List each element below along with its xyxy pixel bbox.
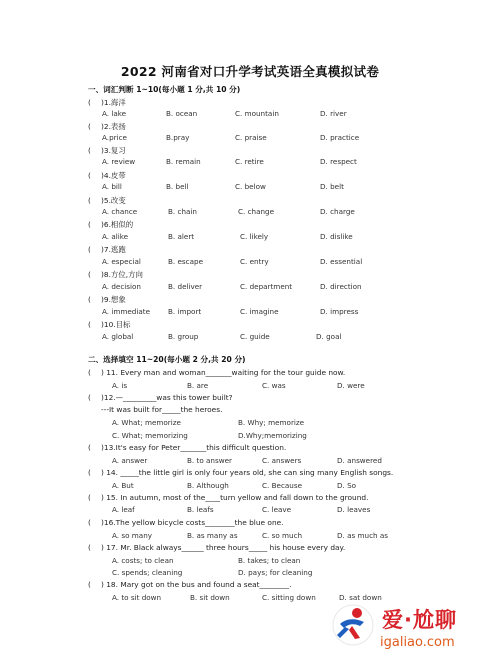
q3-option-d: D. respect <box>320 157 357 166</box>
q1-option-d: D. river <box>320 109 347 118</box>
q16-option-b: B. as many as <box>187 531 238 540</box>
q18-option-a: A. to sit down <box>112 593 162 602</box>
q15-option-a: A. leaf <box>112 505 135 514</box>
question-9: ( )9.想象 <box>88 295 126 304</box>
q11-option-d: D. were <box>337 381 365 390</box>
q2-option-a: A.price <box>102 133 127 142</box>
q7-option-b: B. escape <box>168 257 204 266</box>
question-11: ( ) 11. Every man and woman_______waiting for the tour guide now. <box>88 368 346 377</box>
q2-option-d: D. practice <box>320 133 360 142</box>
q15-option-d: D. leaves <box>337 505 371 514</box>
q11-option-a: A. is <box>112 381 128 390</box>
q18-option-b: B. sit down <box>190 593 230 602</box>
q5-option-a: A. chance <box>102 207 138 216</box>
q7-option-d: D. essential <box>320 257 363 266</box>
q9-option-c: C. imagine <box>240 307 279 316</box>
q4-option-a: A. bill <box>102 182 122 191</box>
q6-option-b: B. alert <box>168 232 195 241</box>
watermark-text: 爱·尬聊 <box>382 608 457 632</box>
q5-option-c: C. change <box>238 207 275 216</box>
q17-option-a: A. costs; to clean <box>112 556 174 565</box>
q9-option-b: B. import <box>168 307 202 316</box>
page-title: 2022 河南省对口升学考试英语全真模拟试卷 <box>120 64 380 79</box>
q6-option-d: D. dislike <box>320 232 353 241</box>
q9-option-d: D. impress <box>320 307 359 316</box>
q12-option-d: D.Why;memorizing <box>238 431 307 440</box>
q4-option-d: D. belt <box>320 182 344 191</box>
q11-option-b: B. are <box>187 381 209 390</box>
watermark <box>330 600 495 660</box>
question-12: ( )12.—_________was this tower built? <box>88 393 233 402</box>
q5-option-d: D. charge <box>320 207 355 216</box>
q1-option-a: A. lake <box>102 109 127 118</box>
q8-option-c: C. department <box>240 282 293 291</box>
q17-option-c: C. spends; cleaning <box>112 568 183 577</box>
q13-option-c: C. answers <box>262 456 302 465</box>
q3-option-b: B. remain <box>166 157 201 166</box>
q4-option-c: C. below <box>235 182 266 191</box>
q8-option-d: D. direction <box>320 282 362 291</box>
q2-option-b: B.pray <box>166 133 190 142</box>
question-2: ( )2.表扬 <box>88 122 126 131</box>
q14-option-b: B. Although <box>187 481 229 490</box>
q16-option-a: A. so many <box>112 531 153 540</box>
q10-option-d: D. goal <box>316 332 342 341</box>
question-5: ( )5.改变 <box>88 196 126 205</box>
section-1-heading: 一、词汇判断 1~10(每小题 1 分,共 10 分) <box>88 85 241 94</box>
question-8: ( )8.方位,方向 <box>88 270 143 279</box>
q10-option-b: B. group <box>168 332 199 341</box>
q9-option-a: A. immediate <box>102 307 150 316</box>
q4-option-b: B. bell <box>166 182 189 191</box>
q14-option-c: C. Because <box>262 481 303 490</box>
q11-option-c: C. was <box>262 381 286 390</box>
q10-option-c: C. guide <box>240 332 270 341</box>
q12-option-c: C. What; memorizing <box>112 431 188 440</box>
section-2-heading: 二、选择填空 11~20(每小题 2 分,共 20 分) <box>88 355 246 364</box>
q14-option-d: D. So <box>337 481 357 490</box>
q1-option-b: B. ocean <box>166 109 198 118</box>
q6-option-c: C. likely <box>240 232 269 241</box>
q8-option-a: A. decision <box>102 282 141 291</box>
question-17: ( ) 17. Mr. Black always______ three hours_____ his house every day. <box>88 543 346 552</box>
question-7: ( )7.逃跑 <box>88 245 126 254</box>
q13-option-d: D. answered <box>337 456 382 465</box>
q13-option-a: A. answer <box>112 456 148 465</box>
question-1: ( )1.海洋 <box>88 98 126 107</box>
question-16: ( )16.The yellow bicycle costs________the blue one. <box>88 518 284 527</box>
q7-option-a: A. especial <box>102 257 141 266</box>
q3-option-a: A. review <box>102 157 136 166</box>
question-10: ( )10.目标 <box>88 320 131 329</box>
q5-option-b: B. chain <box>168 207 197 216</box>
watermark-url: igaliao.com <box>380 635 455 650</box>
q17-option-d: D. pays; for cleaning <box>238 568 313 577</box>
q10-option-a: A. global <box>102 332 134 341</box>
question-13: ( )13.It's easy for Peter_______this difficult question. <box>88 443 287 452</box>
q14-option-a: A. But <box>112 481 134 490</box>
q12-option-a: A. What; memorize <box>112 418 181 427</box>
question-15: ( ) 15. In autumn, most of the____turn yellow and fall down to the ground. <box>88 493 369 502</box>
q1-option-c: C. mountain <box>235 109 279 118</box>
question-3: ( )3.复习 <box>88 146 126 155</box>
question-6: ( )6.相似的 <box>88 220 134 229</box>
q13-option-b: B. to answer <box>187 456 232 465</box>
q17-option-b: B. takes; to clean <box>238 556 301 565</box>
q6-option-a: A. alike <box>102 232 129 241</box>
q18-option-c: C. sitting down <box>262 593 316 602</box>
q18-option-d: D. sat down <box>339 593 382 602</box>
question-14: ( ) 14. _____the little girl is only four years old, she can sing many English songs. <box>88 468 394 477</box>
question-12-reply: ---It was built for_____the heroes. <box>101 405 223 414</box>
q8-option-b: B. deliver <box>168 282 203 291</box>
q12-option-b: B. Why; memorize <box>238 418 305 427</box>
watermark-logo-icon <box>330 602 376 648</box>
question-18: ( ) 18. Mary got on the bus and found a seat________. <box>88 580 292 589</box>
q3-option-c: C. retire <box>235 157 264 166</box>
q15-option-c: C. leave <box>262 505 292 514</box>
q15-option-b: B. leafs <box>187 505 214 514</box>
question-4: ( )4.皮带 <box>88 171 126 180</box>
q16-option-d: D. as much as <box>337 531 389 540</box>
q16-option-c: C. so much <box>262 531 303 540</box>
q2-option-c: C. praise <box>235 133 267 142</box>
q7-option-c: C. entry <box>240 257 269 266</box>
